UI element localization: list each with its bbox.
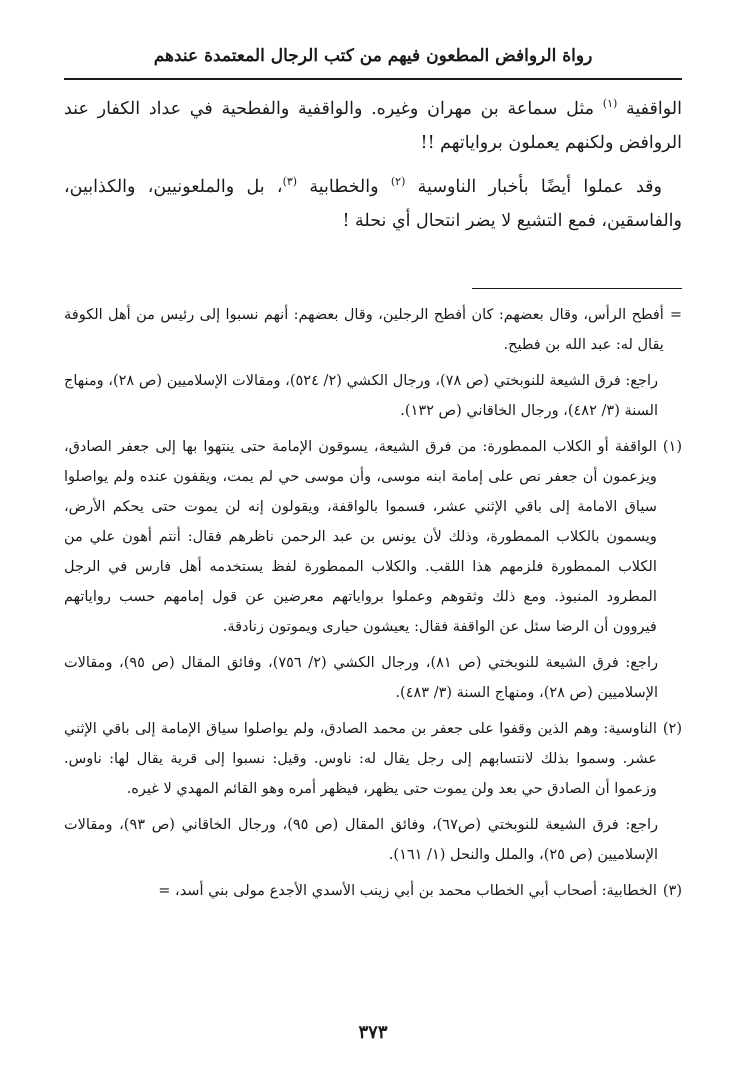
body-text-segment: وقد عملوا أيضًا بأخبار الناوسية — [417, 177, 662, 197]
footnote-1 — [64, 432, 682, 642]
page-number: ٣٧٣ — [358, 1022, 388, 1043]
running-header: رواة الروافض المطعون فيهم من كتب الرجال المعتمدة عندهم — [153, 46, 593, 66]
footnote-reference-list: راجع: فرق الشيعة للنوبختي (ص ٧٨)، ورجال الكشي (٢/ ٥٢٤)، ومقالات الإسلاميين (ص ٢٨)، ومنهاج السنة (٣/ ٤٨٢)، ورجال الخاقاني (ص ١٣٢). — [64, 373, 659, 419]
footnote-marker: (١) — [662, 439, 682, 455]
footnote-marker: (٣) — [662, 883, 682, 899]
footnote-reference[interactable]: (٣) — [282, 175, 298, 189]
footnote-2 — [64, 714, 682, 804]
footnotes-section — [64, 300, 682, 912]
footnote-text: الناوسية: وهم الذين وقفوا على جعفر بن محمد الصادق، ولم يواصلوا سياق الإمامة إلى باقي الإثني عشر. وسموا بذلك لانتسابهم إلى رجل يقال له: ناوس. وقيل: نسبوا إلى قرية يقال لها: ناوس. وزعموا أن الصادق حي بعد ولن يموت حتى يظهر، فيظهر أمره وهو القائم المهدي لا غيره. — [64, 721, 657, 797]
footnote-text: الواقفة أو الكلاب الممطورة: من فرق الشيعة، يسوقون الإمامة حتى ينتهوا بها إلى جعفر الصادق، ويزعمون أن جعفر نص على إمامة ابنه موسى، وأن موسى حي لم يمت، ويقفون عنده ولم يواصلوا سياق الامامة إلى باقي الإثني عشر، فسموا بالواقفة، ويقولون إنه لن يموت حتى يحكم الأرض، ويسمون بالكلاب الممطورة، وذلك لأن يونس بن عبد الرحمن ناظرهم فقال: أنتم أهون علي من الكلاب الممطورة فلزمهم هذا اللقب. والكلاب الممطورة لفظ يستخدمه أهل فارس في الرجل المطرود المنبوذ. ومع ذلك وثقوهم وعملوا برواياتهم معرضين عن قول إمامهم حسب رواياتهم فيروون أن الرضا سئل عن الواقفة فقال: يعيشون حيارى ويموتون زنادقة. — [64, 439, 657, 635]
footnote-3 — [64, 876, 682, 906]
body-text-segment: والخطابية — [309, 177, 379, 197]
footnote-reference-list: راجع: فرق الشيعة للنوبختي (ص ٨١)، ورجال الكشي (٢/ ٧٥٦)، وفائق المقال (ص ٩٥)، ومقالات الإسلاميين (ص ٢٨)، ومنهاج السنة (٣/ ٤٨٣). — [64, 655, 659, 701]
footnote-marker: = — [669, 307, 682, 323]
footnote-continued — [64, 300, 682, 360]
body-paragraph — [64, 170, 682, 238]
footnote-reference-list: راجع: فرق الشيعة للنوبختي (ص٦٧)، وفائق المقال (ص ٩٥)، ورجال الخاقاني (ص ٩٣)، ومقالات الإسلاميين (ص ٢٥)، والملل والنحل (١/ ١٦١). — [64, 817, 659, 863]
body-text-segment: الواقفية — [626, 99, 682, 119]
footnote-text: الخطابية: أصحاب أبي الخطاب محمد بن أبي زينب الأسدي الأجدع مولى بني أسد، = — [158, 883, 657, 899]
footnote-reference[interactable]: (١) — [602, 97, 618, 111]
footnote-reference[interactable]: (٢) — [390, 175, 406, 189]
footnote-text: أفطح الرأس، وقال بعضهم: كان أفطح الرجلين، وقال بعضهم: أنهم نسبوا إلى رئيس من أهل الكوفة يقال له: عبد الله بن فطيح. — [64, 307, 664, 353]
body-text-segment: مثل سماعة بن مهران وغيره. والواقفية والفطحية في عداد الكفار عند الروافض ولكنهم يعملون برواياتهم !! — [64, 99, 682, 153]
footnote-divider — [472, 288, 682, 289]
footnote-marker: (٢) — [662, 721, 682, 737]
body-paragraph — [64, 92, 682, 160]
header-divider — [64, 78, 682, 80]
body-text-segment: ، بل والملعونيين، والكذابين، والفاسقين، فمع التشيع لا يضر انتحال أي نحلة ! — [64, 177, 682, 231]
main-text — [64, 92, 682, 248]
